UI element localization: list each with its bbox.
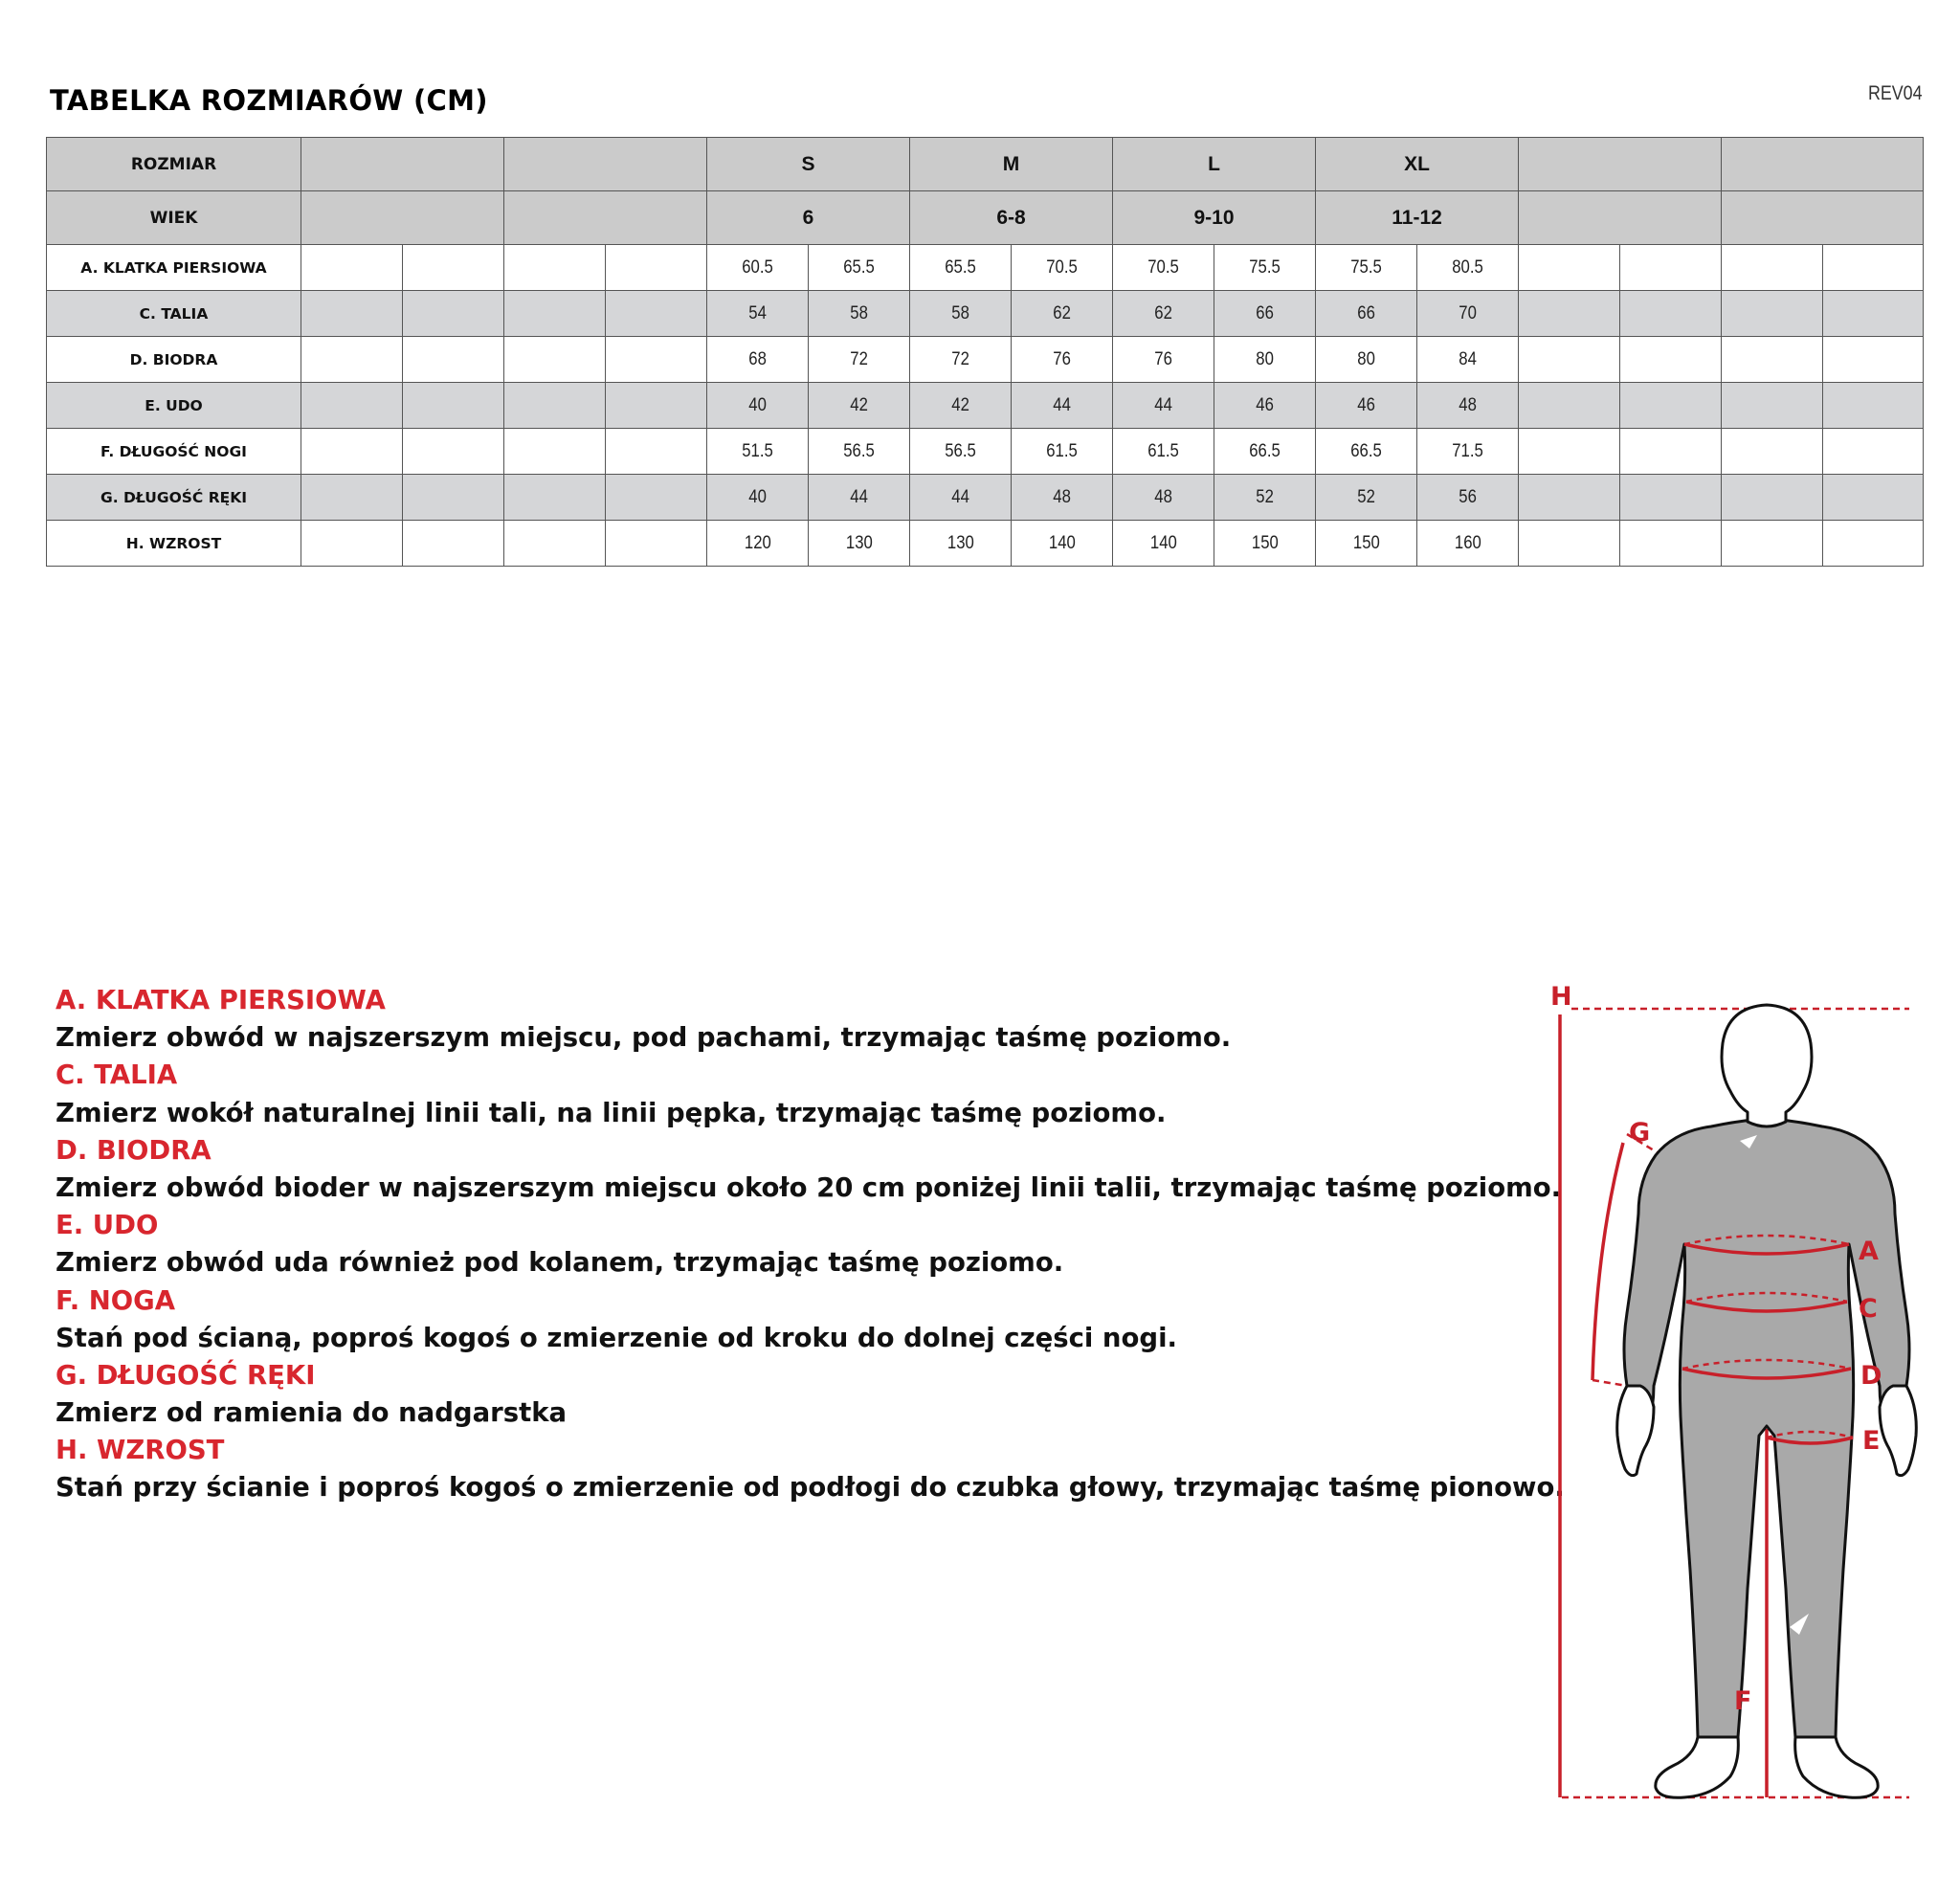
value-text: 65.5 <box>945 256 976 278</box>
marker-d: D <box>1860 1361 1882 1391</box>
value-cell <box>1214 429 1316 475</box>
value-text: 58 <box>951 302 969 323</box>
row-label: F. DŁUGOŚĆ NOGI <box>47 429 301 475</box>
empty-cell <box>403 429 504 475</box>
instruction-text-height: Stań przy ścianie i poproś kogoś o zmierzenie od podłogi do czubka głowy, trzymając taśmę pionowo. <box>56 1472 1565 1504</box>
empty-cell <box>1519 291 1620 337</box>
value-text: 76 <box>1154 348 1172 369</box>
value-text: 140 <box>1149 532 1177 553</box>
value-text: 48 <box>1053 486 1071 507</box>
instruction-heading-arm: G. DŁUGOŚĆ RĘKI <box>56 1359 316 1391</box>
value-text: 62 <box>1053 302 1071 323</box>
empty-cell <box>1722 429 1823 475</box>
value-text: 46 <box>1357 394 1375 415</box>
value-cell <box>1012 475 1113 521</box>
empty-cell <box>1823 383 1924 429</box>
value-text: 56.5 <box>843 440 875 461</box>
empty-cell <box>606 337 707 383</box>
size-cell: M <box>910 138 1113 191</box>
value-cell <box>1417 521 1519 567</box>
value-cell <box>1214 337 1316 383</box>
size-empty-cell <box>1722 138 1924 191</box>
value-cell <box>1316 521 1417 567</box>
value-text: 72 <box>850 348 868 369</box>
value-cell <box>1316 429 1417 475</box>
value-text: 52 <box>1256 486 1274 507</box>
value-cell <box>1113 521 1214 567</box>
age-cell: 9-10 <box>1113 191 1316 245</box>
empty-cell <box>301 291 403 337</box>
value-cell <box>809 291 910 337</box>
value-text: 44 <box>1053 394 1071 415</box>
value-cell <box>1214 521 1316 567</box>
marker-e: E <box>1862 1426 1881 1456</box>
size-row-label: ROZMIAR <box>47 138 301 191</box>
size-empty-cell <box>301 138 504 191</box>
value-cell <box>1316 475 1417 521</box>
marker-c: C <box>1859 1294 1878 1324</box>
empty-cell <box>504 383 606 429</box>
empty-cell <box>606 475 707 521</box>
value-text: 130 <box>947 532 974 553</box>
age-header-row <box>47 191 1924 245</box>
empty-cell <box>301 521 403 567</box>
value-cell <box>707 291 809 337</box>
age-cell: 6 <box>707 191 910 245</box>
value-text: 160 <box>1454 532 1481 553</box>
table-row <box>47 475 1924 521</box>
value-cell <box>1214 245 1316 291</box>
value-text: 66 <box>1357 302 1375 323</box>
value-cell <box>910 337 1012 383</box>
measurement-instructions <box>56 982 1565 1507</box>
size-empty-cell <box>1519 138 1722 191</box>
size-cell: XL <box>1316 138 1519 191</box>
marker-h: H <box>1550 982 1572 1012</box>
empty-cell <box>1620 383 1722 429</box>
size-empty-cell <box>504 138 707 191</box>
value-text: 130 <box>845 532 873 553</box>
row-label: G. DŁUGOŚĆ RĘKI <box>47 475 301 521</box>
value-cell <box>809 475 910 521</box>
value-cell <box>910 429 1012 475</box>
value-cell <box>707 429 809 475</box>
value-cell <box>1012 337 1113 383</box>
table-row <box>47 245 1924 291</box>
instruction-text-leg: Stań pod ścianą, poproś kogoś o zmierzenie od kroku do dolnej części nogi. <box>56 1322 1177 1353</box>
value-cell <box>1214 291 1316 337</box>
page-title: TABELKA ROZMIARÓW (CM) <box>50 84 488 117</box>
value-text: 80.5 <box>1452 256 1483 278</box>
value-cell <box>1113 291 1214 337</box>
empty-cell <box>1519 337 1620 383</box>
value-text: 44 <box>951 486 969 507</box>
empty-cell <box>1722 383 1823 429</box>
value-cell <box>1316 337 1417 383</box>
value-text: 56.5 <box>945 440 976 461</box>
value-cell <box>1316 383 1417 429</box>
value-cell <box>1012 521 1113 567</box>
age-cell: 6-8 <box>910 191 1113 245</box>
value-text: 71.5 <box>1452 440 1483 461</box>
value-text: 60.5 <box>742 256 773 278</box>
empty-cell <box>1823 475 1924 521</box>
value-cell <box>1417 475 1519 521</box>
empty-cell <box>1519 383 1620 429</box>
empty-cell <box>1620 337 1722 383</box>
value-cell <box>1113 245 1214 291</box>
value-text: 40 <box>748 394 767 415</box>
empty-cell <box>403 291 504 337</box>
value-cell <box>1417 245 1519 291</box>
table-row <box>47 429 1924 475</box>
value-text: 52 <box>1357 486 1375 507</box>
size-header-row <box>47 138 1924 191</box>
value-cell <box>707 383 809 429</box>
value-cell <box>707 337 809 383</box>
value-text: 150 <box>1352 532 1380 553</box>
table-row <box>47 521 1924 567</box>
empty-cell <box>606 383 707 429</box>
instruction-text-thigh: Zmierz obwód uda również pod kolanem, trzymając taśmę poziomo. <box>56 1247 1064 1279</box>
value-cell <box>809 245 910 291</box>
value-cell <box>1417 291 1519 337</box>
empty-cell <box>1722 475 1823 521</box>
instruction-heading-leg: F. NOGA <box>56 1284 176 1316</box>
empty-cell <box>1823 291 1924 337</box>
empty-cell <box>1722 291 1823 337</box>
value-cell <box>1113 429 1214 475</box>
empty-cell <box>1823 521 1924 567</box>
value-text: 48 <box>1459 394 1477 415</box>
empty-cell <box>606 429 707 475</box>
value-text: 54 <box>748 302 767 323</box>
row-label: H. WZROST <box>47 521 301 567</box>
empty-cell <box>504 475 606 521</box>
value-text: 46 <box>1256 394 1274 415</box>
empty-cell <box>1620 291 1722 337</box>
value-cell <box>910 383 1012 429</box>
value-text: 150 <box>1251 532 1279 553</box>
empty-cell <box>504 521 606 567</box>
empty-cell <box>1722 337 1823 383</box>
table-row <box>47 383 1924 429</box>
value-cell <box>1316 245 1417 291</box>
marker-a: A <box>1859 1237 1879 1266</box>
empty-cell <box>1519 475 1620 521</box>
value-text: 66 <box>1256 302 1274 323</box>
value-cell <box>1012 291 1113 337</box>
value-cell <box>1113 475 1214 521</box>
instruction-text-waist: Zmierz wokół naturalnej linii tali, na linii pępka, trzymając taśmę poziomo. <box>56 1097 1167 1128</box>
body-measurement-figure <box>1531 969 1933 1830</box>
value-cell <box>707 521 809 567</box>
value-cell <box>910 475 1012 521</box>
empty-cell <box>301 337 403 383</box>
value-cell <box>1316 291 1417 337</box>
empty-cell <box>504 291 606 337</box>
age-empty-cell <box>504 191 707 245</box>
value-text: 68 <box>748 348 767 369</box>
empty-cell <box>1519 245 1620 291</box>
empty-cell <box>301 475 403 521</box>
value-text: 120 <box>744 532 771 553</box>
marker-f: F <box>1734 1686 1752 1716</box>
empty-cell <box>504 429 606 475</box>
instruction-heading-hips: D. BIODRA <box>56 1134 212 1166</box>
value-text: 61.5 <box>1147 440 1179 461</box>
empty-cell <box>504 245 606 291</box>
value-text: 76 <box>1053 348 1071 369</box>
size-cell: S <box>707 138 910 191</box>
empty-cell <box>1722 245 1823 291</box>
size-cell: L <box>1113 138 1316 191</box>
instruction-text-arm: Zmierz od ramienia do nadgarstka <box>56 1397 568 1429</box>
empty-cell <box>1620 429 1722 475</box>
empty-cell <box>1823 429 1924 475</box>
value-cell <box>1012 383 1113 429</box>
value-cell <box>1113 383 1214 429</box>
instruction-heading-waist: C. TALIA <box>56 1059 178 1091</box>
value-text: 75.5 <box>1249 256 1281 278</box>
size-chart-table <box>46 137 1924 567</box>
empty-cell <box>403 521 504 567</box>
instruction-heading-chest: A. KLATKA PIERSIOWA <box>56 985 386 1015</box>
value-cell <box>1012 245 1113 291</box>
instruction-heading-height: H. WZROST <box>56 1435 225 1466</box>
empty-cell <box>403 245 504 291</box>
empty-cell <box>606 291 707 337</box>
age-empty-cell <box>1722 191 1924 245</box>
empty-cell <box>1620 245 1722 291</box>
value-text: 75.5 <box>1350 256 1382 278</box>
value-text: 40 <box>748 486 767 507</box>
empty-cell <box>403 337 504 383</box>
value-cell <box>809 429 910 475</box>
value-text: 72 <box>951 348 969 369</box>
value-cell <box>910 291 1012 337</box>
age-cell: 11-12 <box>1316 191 1519 245</box>
empty-cell <box>1519 429 1620 475</box>
value-text: 140 <box>1048 532 1076 553</box>
instruction-heading-thigh: E. UDO <box>56 1210 159 1241</box>
value-text: 66.5 <box>1249 440 1281 461</box>
value-text: 61.5 <box>1046 440 1078 461</box>
marker-g: G <box>1629 1118 1651 1148</box>
value-text: 42 <box>850 394 868 415</box>
value-text: 44 <box>850 486 868 507</box>
value-text: 51.5 <box>742 440 773 461</box>
empty-cell <box>1620 521 1722 567</box>
value-text: 66.5 <box>1350 440 1382 461</box>
age-empty-cell <box>1519 191 1722 245</box>
value-cell <box>1417 383 1519 429</box>
row-label: E. UDO <box>47 383 301 429</box>
empty-cell <box>1620 475 1722 521</box>
value-cell <box>707 245 809 291</box>
value-text: 70 <box>1459 302 1477 323</box>
instruction-text-chest: Zmierz obwód w najszerszym miejscu, pod pachami, trzymając taśmę poziomo. <box>56 1022 1232 1054</box>
value-cell <box>809 521 910 567</box>
age-row-label: WIEK <box>47 191 301 245</box>
empty-cell <box>1722 521 1823 567</box>
value-cell <box>1214 475 1316 521</box>
value-cell <box>1417 337 1519 383</box>
empty-cell <box>403 383 504 429</box>
value-cell <box>1214 383 1316 429</box>
value-text: 70.5 <box>1046 256 1078 278</box>
value-cell <box>910 245 1012 291</box>
value-text: 58 <box>850 302 868 323</box>
value-text: 80 <box>1256 348 1274 369</box>
value-text: 84 <box>1459 348 1477 369</box>
empty-cell <box>403 475 504 521</box>
revision-code: REV04 <box>1868 82 1923 104</box>
table-row <box>47 337 1924 383</box>
table-row <box>47 291 1924 337</box>
value-cell <box>1113 337 1214 383</box>
value-cell <box>1012 429 1113 475</box>
value-text: 65.5 <box>843 256 875 278</box>
empty-cell <box>504 337 606 383</box>
value-text: 56 <box>1459 486 1477 507</box>
row-label: A. KLATKA PIERSIOWA <box>47 245 301 291</box>
empty-cell <box>1823 337 1924 383</box>
value-text: 44 <box>1154 394 1172 415</box>
value-cell <box>910 521 1012 567</box>
value-text: 48 <box>1154 486 1172 507</box>
empty-cell <box>301 245 403 291</box>
value-text: 62 <box>1154 302 1172 323</box>
empty-cell <box>1823 245 1924 291</box>
value-cell <box>809 337 910 383</box>
age-empty-cell <box>301 191 504 245</box>
value-text: 42 <box>951 394 969 415</box>
row-label: C. TALIA <box>47 291 301 337</box>
value-cell <box>1417 429 1519 475</box>
empty-cell <box>606 521 707 567</box>
empty-cell <box>1519 521 1620 567</box>
instruction-text-hips: Zmierz obwód bioder w najszerszym miejscu około 20 cm poniżej linii talii, trzymając taśmę poziomo. <box>56 1171 1562 1203</box>
value-text: 70.5 <box>1147 256 1179 278</box>
value-text: 80 <box>1357 348 1375 369</box>
empty-cell <box>606 245 707 291</box>
value-cell <box>707 475 809 521</box>
value-cell <box>809 383 910 429</box>
empty-cell <box>301 383 403 429</box>
empty-cell <box>301 429 403 475</box>
row-label: D. BIODRA <box>47 337 301 383</box>
